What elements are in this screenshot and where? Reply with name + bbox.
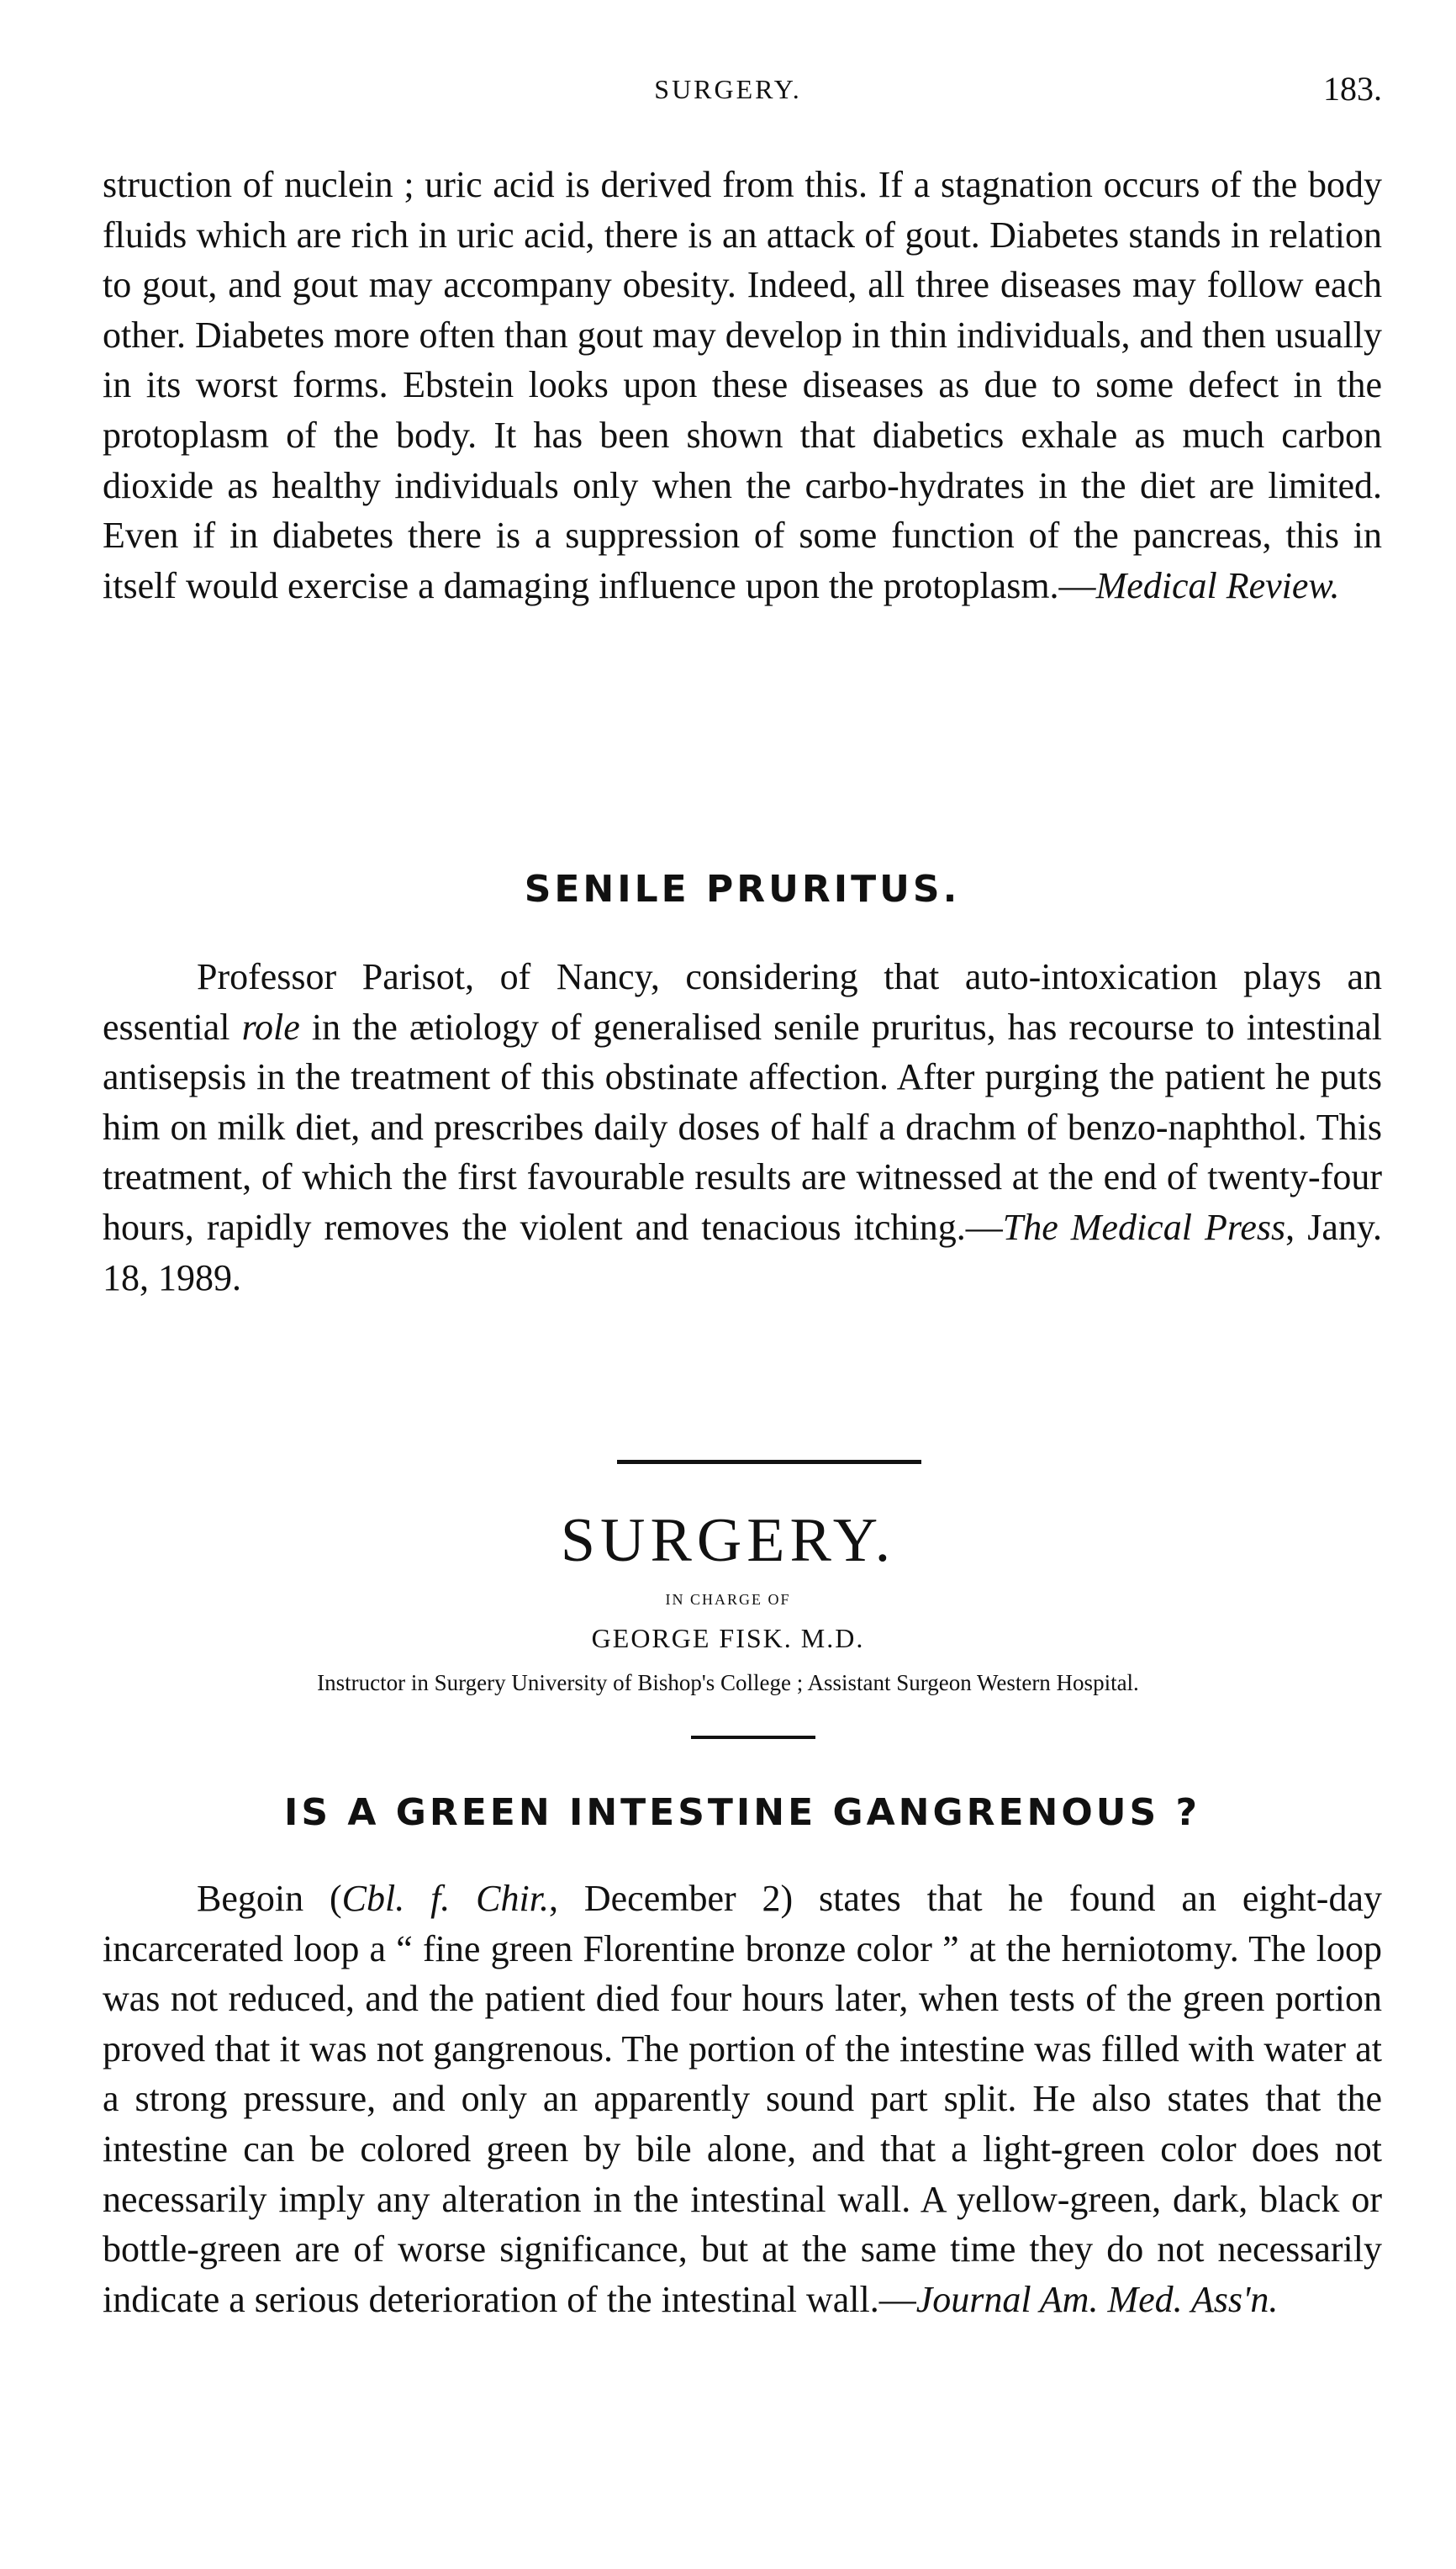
green-intestine-paragraph xyxy=(103,1874,1382,2324)
green-intestine-heading: IS A GREEN INTESTINE GANGRENOUS ? xyxy=(283,1791,1201,1834)
page-number: 183. xyxy=(1323,70,1382,108)
green-intestine-article xyxy=(103,1791,1382,1834)
continuation-paragraph xyxy=(103,160,1382,611)
intestine-text-1: Begoin ( xyxy=(197,1878,342,1919)
continuation-text: struction of nuclein ; uric acid is derived from this. If a stagnation occurs of the body fluids which are rich in uric acid, there is an attack of gout. Diabetes stands in relation to gout, and gout may accompany obesity. Indeed, all three diseases may follow each other. Diabetes more often than gout may develop in thin individuals, and then usually in its worst forms. Ebstein looks upon these diseases as due to some defect in the protoplasm of the body. It has been shown that diabetics exhale as much carbon dioxide as healthy individuals only when the carbo-hydrates in the diet are limited. Even if in diabetes there is a suppression of some function of the pancreas, this in itself would exercise a damaging influence upon the protoplasm.— xyxy=(103,164,1382,606)
pruritus-text-1: Professor Parisot, of Nancy, considering that auto-intoxication plays an essential xyxy=(103,956,1382,1048)
senile-pruritus-paragraph xyxy=(103,952,1382,1303)
editor-affiliation: Instructor in Surgery University of Bishop's College ; Assistant Surgeon Western Hospital. xyxy=(317,1670,1139,1695)
section-divider-rule xyxy=(617,1460,921,1464)
continuation-block xyxy=(103,160,1382,611)
senile-pruritus-heading: SENILE PRURITUS. xyxy=(524,868,961,911)
editor-name: GEORGE FISK. M.D. xyxy=(591,1623,865,1653)
green-intestine-body xyxy=(103,1874,1382,2324)
role-word: role xyxy=(241,1006,300,1048)
senile-pruritus-article xyxy=(103,868,1382,911)
pruritus-citation: The Medical Press xyxy=(1002,1206,1286,1248)
intestine-source: Cbl. f. Chir. xyxy=(341,1878,549,1919)
running-title: SURGERY. xyxy=(654,74,802,104)
in-charge-label: IN CHARGE OF xyxy=(665,1591,791,1608)
continuation-citation: Medical Review. xyxy=(1095,564,1340,606)
section-title: SURGERY. xyxy=(560,1506,896,1575)
pruritus-text-2: in the ætiology of generalised senile pruritus, has recourse to intestinal antisepsis in the treatment of this obstinate affection. After purging the patient he puts him on milk diet, and prescribes daily doses of half a drachm of benzo-naphthol. This treatment, of which the first favourable results are witnessed at the end of twenty-four hours, rapidly removes the violent and tenacious itching.— xyxy=(103,1006,1382,1248)
intestine-text-2: , December 2) states that he found an eight-day incarcerated loop a “ fine green Florentine bronze color ” at the herniotomy. The loop was not reduced, and the patient died four hours later, when tests of the green portion proved that it was not gangrenous. The portion of the intestine was filled with water at a strong pressure, and only an apparently sound part split. He also states that the intestine can be colored green by bile alone, and that a light-green color does not necessarily imply any alteration in the intestinal wall. A yellow-green, dark, black or bottle-green are of worse significance, but at the same time they do not necessarily indicate a serious deterioration of the intestinal wall.— xyxy=(103,1878,1382,2320)
running-head xyxy=(0,70,1456,124)
pruritus-date: , Jany. 18, 1989. xyxy=(103,1206,1382,1298)
senile-pruritus-body xyxy=(103,952,1382,1303)
short-rule xyxy=(691,1736,815,1739)
intestine-citation: Journal Am. Med. Ass'n. xyxy=(915,2278,1279,2320)
